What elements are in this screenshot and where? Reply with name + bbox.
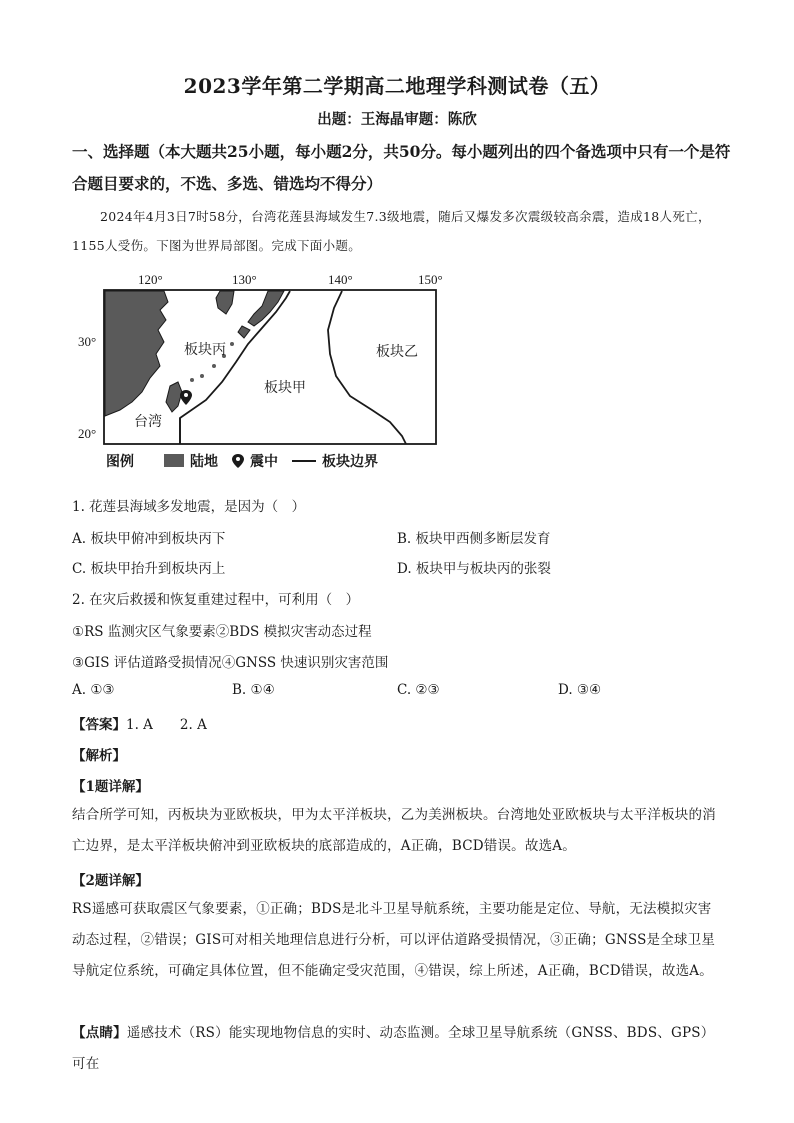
q2-option-c: C. ②③ <box>397 682 440 698</box>
island <box>200 374 204 378</box>
detail1-text: 结合所学可知，丙板块为亚欧板块，甲为太平洋板块，乙为美洲板块。台湾地处亚欧板块与太平洋板块的消亡边界，是太平洋板块俯冲到亚欧板块的底部造成的，A正确，BCD错误。故选A。 <box>72 807 716 854</box>
lat-label-20: 20° <box>78 426 97 441</box>
q1-option-a: A. 板块甲俯冲到板块丙下 <box>72 531 226 547</box>
q2-choice-line-1: ①RS 监测灾区气象要素②BDS 模拟灾害动态过程 <box>72 624 372 640</box>
land-mainland <box>105 291 168 416</box>
island <box>190 378 194 382</box>
answer-line <box>72 713 207 733</box>
tip-line <box>72 1018 720 1080</box>
detail2-tag: 【2题详解】 <box>72 873 149 889</box>
answer-text: 1. A 2. A <box>126 717 207 733</box>
plate-boundary-east <box>328 291 406 444</box>
section-heading: 一、选择题（本大题共25小题，每小题2分，共50分。每小题列出的四个备选项中只有一个是符合题目要求的，不选、多选、错选均不得分） <box>72 142 731 193</box>
legend-boundary-label: 板块边界 <box>322 455 378 470</box>
analysis-tag: 【解析】 <box>72 748 126 764</box>
lon-label-120: 120° <box>138 272 163 287</box>
label-taiwan: 台湾 <box>134 415 162 430</box>
q1-stem: 1. 花莲县海域多发地震，是因为（ ） <box>72 499 306 515</box>
tip-tag: 【点睛】 <box>72 1025 127 1041</box>
land-japan <box>238 291 284 338</box>
label-plate-jia: 板块甲 <box>264 381 306 396</box>
land-taiwan <box>166 382 182 412</box>
island <box>212 364 216 368</box>
legend-land-swatch <box>164 454 184 467</box>
q1-option-b: B. 板块甲西侧多断层发育 <box>397 531 551 547</box>
q2-option-a: A. ①③ <box>72 682 115 698</box>
plate-map-figure <box>72 268 448 478</box>
legend-epicenter-icon <box>232 454 244 468</box>
detail2-text: RS遥感可获取震区气象要素，①正确；BDS是北斗卫星导航系统，主要功能是定位、导航，无法模拟灾害动态过程，②错误；GIS可对相关地理信息进行分析，可以评估道路受损情况，③正确；GNSS是全球卫星导航定位系统，可确定具体位置，但不能确定受灾范围，④错误，综上所述，A正确，BCD错误，故选A。 <box>72 901 716 979</box>
island <box>230 342 234 346</box>
tip-text: 遥感技术（RS）能实现地物信息的实时、动态监测。全球卫星导航系统（GNSS、BDS、GPS）可在 <box>72 1025 715 1072</box>
answer-tag: 【答案】 <box>72 717 126 733</box>
q2-option-d: D. ③④ <box>558 682 602 698</box>
land-korea <box>216 291 234 314</box>
q2-stem: 2. 在灾后救援和恢复重建过程中，可利用（ ） <box>72 592 360 608</box>
intro-paragraph: 2024年4月3日7时58分，台湾花莲县海域发生7.3级地震，随后又爆发多次震级较高余震，造成18人死亡，1155人受伤。下图为世界局部图。完成下面小题。 <box>72 209 711 253</box>
legend-title: 图例 <box>106 455 134 470</box>
q1-option-d: D. 板块甲与板块丙的张裂 <box>397 561 551 577</box>
q1-option-c: C. 板块甲抬升到板块丙上 <box>72 561 226 577</box>
epicenter-marker <box>180 390 192 405</box>
label-plate-bing: 板块丙 <box>184 343 226 358</box>
lat-label-30: 30° <box>78 334 97 349</box>
lon-label-140: 140° <box>328 272 353 287</box>
q2-option-b: B. ①④ <box>232 682 275 698</box>
detail1-tag: 【1题详解】 <box>72 779 149 795</box>
legend-epicenter-label: 震中 <box>250 455 278 470</box>
plate-boundary-west <box>180 291 290 444</box>
legend-land-label: 陆地 <box>190 455 218 470</box>
page-title: 2023学年第二学期高二地理学科测试卷（五） <box>183 74 611 98</box>
authors-line: 出题：王海晶审题：陈欣 <box>317 111 477 128</box>
q2-choice-line-2: ③GIS 评估道路受损情况④GNSS 快速识别灾害范围 <box>72 655 389 671</box>
label-plate-yi: 板块乙 <box>376 345 418 360</box>
lon-label-130: 130° <box>232 272 257 287</box>
lon-label-150: 150° <box>418 272 443 287</box>
